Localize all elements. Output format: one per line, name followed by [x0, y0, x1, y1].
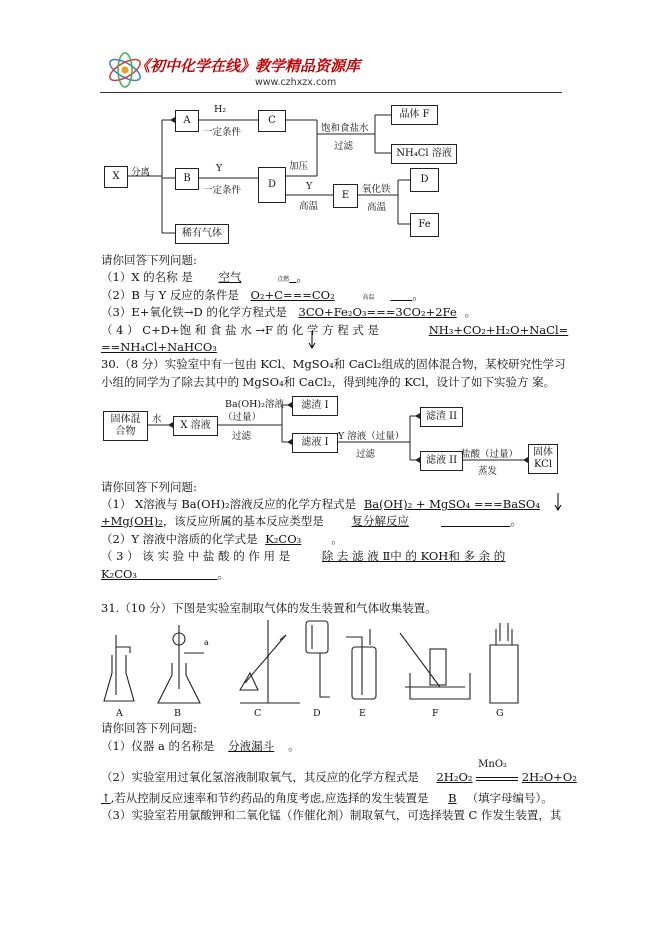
q29-answer1: 空气	[218, 270, 242, 284]
q29-answer3: 3CO+Fe₂O₃===3CO₂+2Fe	[298, 305, 457, 319]
q31-answer2b: 2H₂O+O₂	[521, 770, 577, 784]
q31-answer1: 分液漏斗	[228, 739, 275, 753]
node-d2: D	[410, 168, 439, 192]
node-b: B	[175, 168, 199, 190]
label-brine: 饱和食盐水	[321, 123, 369, 134]
q30-line3: （ 3 ） 该 实 验 中 盐 酸 的 作 用 是 除 去 滤 液 Ⅱ中 的 KOH和 多 余 的	[101, 549, 506, 563]
q31-line2: （2）实验室用过氧化氢溶液制取氧气，其反应的化学方程式是 2H₂O₂ MnO₂ 2H₂O+O₂	[101, 759, 577, 784]
cursor-mark-2	[554, 493, 562, 511]
label-excess1: （过量）	[223, 412, 262, 423]
label-cond1: 一定条件	[203, 127, 242, 138]
q30-intro-1: 30.（8 分）实验室中有一包由 KCl、MgSO₄和 CaCl₂组成的固体混合物，某校研究性学习	[101, 357, 566, 371]
q29-answer2: O₂+C===CO₂	[250, 288, 335, 302]
label-app-e: E	[359, 708, 366, 719]
node-x: X	[104, 166, 128, 188]
label-app-f: F	[432, 708, 439, 719]
q30-intro-2: 小组的同学为了除去其中的 MgSO₄和 CaCl₂，得到纯净的 KCl，设计了如下实验方 案。	[101, 375, 556, 389]
node-nh4cl: NH₄Cl 溶液	[391, 144, 457, 164]
label-y1: Y	[216, 163, 223, 174]
q31-answer2a: 2H₂O₂	[436, 770, 473, 784]
q29-line5: ==NH₄Cl+NaHCO₃	[101, 340, 217, 354]
label-y2: Y	[306, 181, 313, 192]
apparatus-figure	[100, 615, 560, 725]
label-app-c: C	[254, 708, 262, 719]
label-app-b: B	[174, 708, 181, 719]
node-solid-mix: 固体混合物	[103, 411, 148, 441]
q30-ask: 请你回答下列问题:	[101, 480, 197, 494]
header-banner: 《初中化学在线》教学精品资源库	[135, 57, 361, 75]
node-x-solution: X 溶液	[173, 416, 218, 436]
label-filter1: 过滤	[334, 141, 354, 152]
q31-intro: 31.（10 分）下图是实验室制取气体的发生装置和气体收集装置。	[101, 601, 437, 615]
q31-choice: B	[448, 791, 457, 805]
node-d: D	[258, 167, 286, 203]
header-url: www.czhxzx.com	[255, 77, 337, 88]
label-app-g: G	[496, 708, 504, 719]
label-app-d: D	[313, 708, 321, 719]
q30-answer2: K₂CO₃	[265, 532, 302, 546]
q31-line3: （3）实验室若用氯酸钾和二氧化锰（作催化剂）制取氧气，可选择装置 C 作发生装置，其	[101, 808, 562, 822]
node-residue1: 滤渣 I	[292, 396, 338, 416]
label-cond2: 一定条件	[203, 185, 242, 196]
node-c: C	[258, 110, 286, 132]
label-iron-oxide: 氧化铁	[362, 184, 391, 195]
label-evap: 蒸发	[478, 466, 498, 477]
q30-line1b: +Mg(OH)₂，该反应所属的基本反应类型是 复分解反应 。	[101, 514, 522, 528]
q31-line2b: ↑,若从控制反应速率和节约药品的角度考虑,应选择的发生装置是 B （填字母编号）。	[101, 791, 553, 805]
node-residue2: 滤渣 II	[420, 407, 463, 427]
label-hightemp1: 高温	[299, 201, 319, 212]
node-a: A	[175, 110, 199, 132]
node-kcl: 固体KCl	[528, 444, 558, 474]
label-app-a: A	[116, 708, 123, 719]
label-hightemp2: 高温	[367, 202, 387, 213]
q29-line1: （1）X 的名称 是 空气 点燃 。	[101, 270, 308, 284]
label-h2: H₂	[214, 104, 227, 115]
catalyst: MnO₂	[478, 759, 508, 770]
q30-type: 复分解反应	[351, 514, 409, 528]
q30-answer3: 除 去 滤 液 Ⅱ中 的 KOH和 多 余 的	[321, 549, 506, 563]
label-ysol: Y 溶液（过量）	[338, 431, 405, 442]
label-filter-b: 过滤	[356, 449, 376, 460]
node-fe: Fe	[410, 213, 439, 237]
q29-line3: （3）E+氧化铁→D 的化学方程式是 3CO+Fe₂O₃===3CO₂+2Fe 。	[101, 305, 477, 319]
q30-line1: （1） X溶液与 Ba(OH)₂溶液反应的化学方程式是 Ba(OH)₂ + MgSO₄ ===BaSO₄	[101, 497, 540, 511]
node-rare-gas: 稀有气体	[175, 224, 229, 244]
q30-line3b: K₂CO₃ 。	[101, 567, 229, 581]
q29-intro: 请你回答下列问题:	[101, 253, 197, 267]
node-filtrate2: 滤液 II	[420, 451, 463, 471]
q29-line4: （ 4 ） C+D+饱 和 食 盐 水 →F 的 化 学 方 程 式 是 NH₃+CO₂+H₂O+NaCl=	[101, 323, 569, 337]
label-fenli: 分离	[131, 167, 151, 178]
node-f: 晶体 F	[391, 105, 438, 125]
node-filtrate1: 滤液 I	[292, 433, 338, 453]
node-e: E	[333, 184, 358, 208]
label-filter-a: 过滤	[232, 431, 252, 442]
label-baoh: Ba(OH)₂溶液	[225, 399, 284, 410]
label-water: 水	[152, 414, 162, 425]
q30-line2: （2）Y 溶液中溶质的化学式是 K₂CO₃ 。	[101, 532, 343, 546]
label-a: a	[204, 638, 209, 647]
q31-line1: （1）仪器 a 的名称是 分液漏斗 。	[101, 739, 300, 753]
q31-ask: 请你回答下列问题:	[101, 721, 197, 735]
q29-line2: （2）B 与 Y 反应的条件是 O₂+C===CO₂ 高温 。	[101, 288, 424, 302]
label-hcl: 盐酸（过量）	[461, 449, 519, 460]
q30-answer1: Ba(OH)₂ + MgSO₄ ===BaSO₄	[363, 497, 540, 511]
q29-answer4: NH₃+CO₂+H₂O+NaCl=	[428, 323, 569, 337]
label-pressure: 加压	[289, 161, 309, 172]
